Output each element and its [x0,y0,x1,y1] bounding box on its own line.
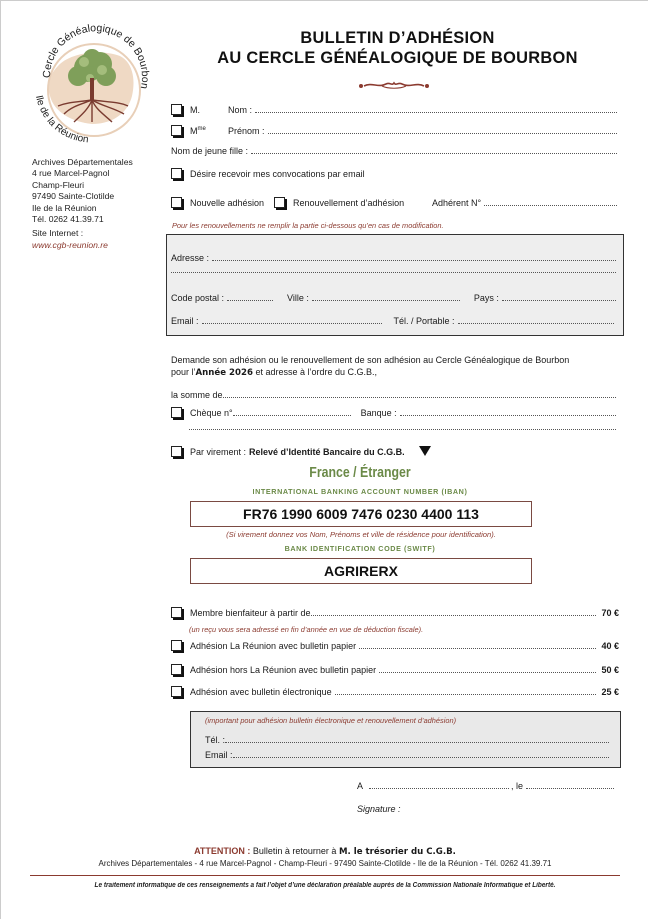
logo-arc-bottom: Ile de la Réunion [33,94,89,146]
option-electronique [171,686,619,697]
checkbox-nouvelle-adhesion[interactable] [171,197,182,208]
label-prenom: Prénom : [228,126,265,136]
option-label: Adhésion hors La Réunion avec bulletin papier [190,665,377,675]
row-cp-ville-pays [171,293,618,303]
iban-value: FR76 1990 6009 7476 0230 4400 113 [190,501,532,527]
checkbox-mme[interactable] [171,125,182,136]
site-label: Site Internet : [32,228,84,239]
row-nom [171,104,619,115]
option-leader [359,648,596,649]
field-adherent-no[interactable] [484,205,617,206]
field-banque-2[interactable] [189,429,616,430]
label-m: M. [190,105,200,115]
field-cheque-no[interactable] [233,415,351,416]
label-email: Email : [171,316,199,326]
field-jeune-fille[interactable] [251,153,617,154]
option-price: 25 € [601,687,619,697]
checkbox-email-convocations[interactable] [171,168,182,179]
label-cheque: Chèque n° [190,408,233,418]
address-line: Archives Départementales [32,157,133,167]
year-label: Année 2026 [195,368,253,378]
field-prenom[interactable] [268,133,617,134]
label-virement: Par virement : [190,447,247,457]
footer-attention [20,846,630,857]
label-code-postal: Code postal : [171,293,225,303]
footer-divider [30,875,620,876]
bank-region-title: France / Étranger [309,465,411,481]
label-somme: la somme de [171,390,223,400]
row-prenom [171,125,619,136]
label-nom: Nom : [228,105,253,115]
bic-value: AGRIRERX [190,558,532,584]
field-tel-portable[interactable] [458,323,614,324]
row-somme [171,390,618,400]
row-virement [171,446,619,457]
virement-note: (Si virement donnez vos Nom, Prénoms et ville de résidence pour identification). [226,530,496,539]
attention-label: ATTENTION : [194,846,251,856]
field-adresse-2[interactable] [171,272,616,273]
label-renouvellement: Renouvellement d’adhésion [293,198,405,208]
label-a: A [357,781,364,791]
page-title [170,28,625,68]
label-rib: Relevé d’Identité Bancaire du C.G.B. [249,447,405,457]
row-email-tel [171,316,616,326]
footer-legal: Le traitement informatique de ces renseignements a fait l’objet d’une déclaration préalable auprès de la Commission Nationale Informatique et Liberté. [94,882,556,889]
request-line-2b: et adresse à l’ordre du C.G.B., [252,367,378,377]
label-nouvelle-adhesion: Nouvelle adhésion [190,198,265,208]
row-contact-tel [205,735,611,745]
address-line: 4 rue Marcel-Pagnol [32,168,110,179]
site-url-link[interactable]: www.cgb-reunion.re [32,239,108,250]
field-date[interactable] [526,788,614,789]
row-contact-email [205,750,611,760]
label-jeune-fille: Nom de jeune fille : [171,146,249,156]
recipient: M. le trésorier du C.G.B. [338,847,456,857]
label-pays: Pays : [473,293,499,303]
checkbox-hors-reunion-papier[interactable] [171,664,182,675]
option-hors-reunion-papier [171,664,619,675]
option-label: Adhésion avec bulletin électronique [190,687,332,697]
option-leader [379,672,596,673]
checkbox-cheque[interactable] [171,407,182,418]
option-label: Membre bienfaiteur à partir de [190,608,311,618]
option-bienfaiteur [171,607,619,618]
field-nom[interactable] [255,112,617,113]
field-pays[interactable] [502,300,616,301]
option-price: 70 € [601,608,619,618]
row-adresse-2 [171,272,618,275]
checkbox-reunion-papier[interactable] [171,640,182,651]
label-contact-tel: Tél. : [205,735,226,745]
label-email-convocations: Désire recevoir mes convocations par email [190,169,365,179]
title-line-2: AU CERCLE GÉNÉALOGIQUE DE BOURBON [217,49,578,67]
logo-arc-top: Cercle Généalogique de Bourbon [40,22,152,90]
address-line: Champ-Fleuri [32,179,85,190]
row-cheque [171,407,618,418]
iban-label: INTERNATIONAL BANKING ACCOUNT NUMBER (IBAN) [252,487,468,496]
option-leader [335,694,597,695]
field-banque[interactable] [400,415,616,416]
contact-note: (important pour adhésion bulletin électronique et renouvellement d’adhésion) [205,716,457,725]
request-text [171,354,621,379]
label-banque: Banque : [360,408,397,418]
label-ville: Ville : [287,293,309,303]
checkbox-m[interactable] [171,104,182,115]
triangle-down-icon [419,446,431,456]
bic-label: BANK IDENTIFICATION CODE (SWITF) [284,544,436,553]
option-leader [311,615,597,616]
label-adherent-no: Adhérent N° [432,198,482,208]
bienfaiteur-note: (un reçu vous sera adressé en fin d’année en vue de déduction fiscale). [189,625,424,634]
option-reunion-papier [171,640,619,651]
field-adresse[interactable] [212,260,616,261]
title-line-1: BULLETIN D’ADHÉSION [300,29,495,47]
cgb-logo [28,18,158,146]
address-line: Tél. 0262 41.39.71 [32,214,104,225]
address-line: Ile de la Réunion [32,202,97,213]
label-le: , le [511,781,524,791]
address-line: 97490 Sainte-Clotilde [32,191,115,202]
checkbox-virement[interactable] [171,446,182,457]
row-email-convocations [171,168,619,179]
row-adhesion-type [171,197,619,208]
request-line-2 [171,366,621,379]
label-signature: Signature : [357,804,401,814]
request-line-2a: pour l’ [171,367,196,377]
label-contact-email: Email : [205,750,233,760]
field-code-postal[interactable] [227,300,273,301]
label-adresse: Adresse : [171,253,210,263]
option-price: 50 € [601,665,619,675]
row-adresse [171,253,618,263]
option-label: Adhésion La Réunion avec bulletin papier [190,641,357,651]
return-text: Bulletin à retourner à [250,846,339,856]
option-price: 40 € [601,641,619,651]
field-email[interactable] [202,323,382,324]
row-lieu-date [357,781,616,791]
row-banque-2 [189,429,618,432]
renewal-note: Pour les renouvellements ne remplir la partie ci-dessous qu’en cas de modification. [172,221,444,230]
field-somme[interactable] [223,397,616,398]
field-contact-tel[interactable] [225,742,609,743]
request-line-1: Demande son adhésion ou le renouvellement de son adhésion au Cercle Généalogique de Bourbon [171,355,570,365]
checkbox-bienfaiteur[interactable] [171,607,182,618]
checkbox-renouvellement[interactable] [274,197,285,208]
field-contact-email[interactable] [233,757,609,758]
footer-address: Archives Départementales - 4 rue Marcel-Pagnol - Champ-Fleuri - 97490 Sainte-Clotilde - Ile de la Réunion - Tél. 0262 41.39.71 [98,859,552,868]
field-lieu[interactable] [369,788,509,789]
label-mme: $M^{me}$ [190,126,206,136]
field-ville[interactable] [312,300,460,301]
row-jeune-fille [171,146,619,156]
checkbox-electronique[interactable] [171,686,182,697]
address-block [32,157,133,251]
ornament-divider-icon [358,80,430,90]
label-tel-portable: Tél. / Portable : [393,316,455,326]
